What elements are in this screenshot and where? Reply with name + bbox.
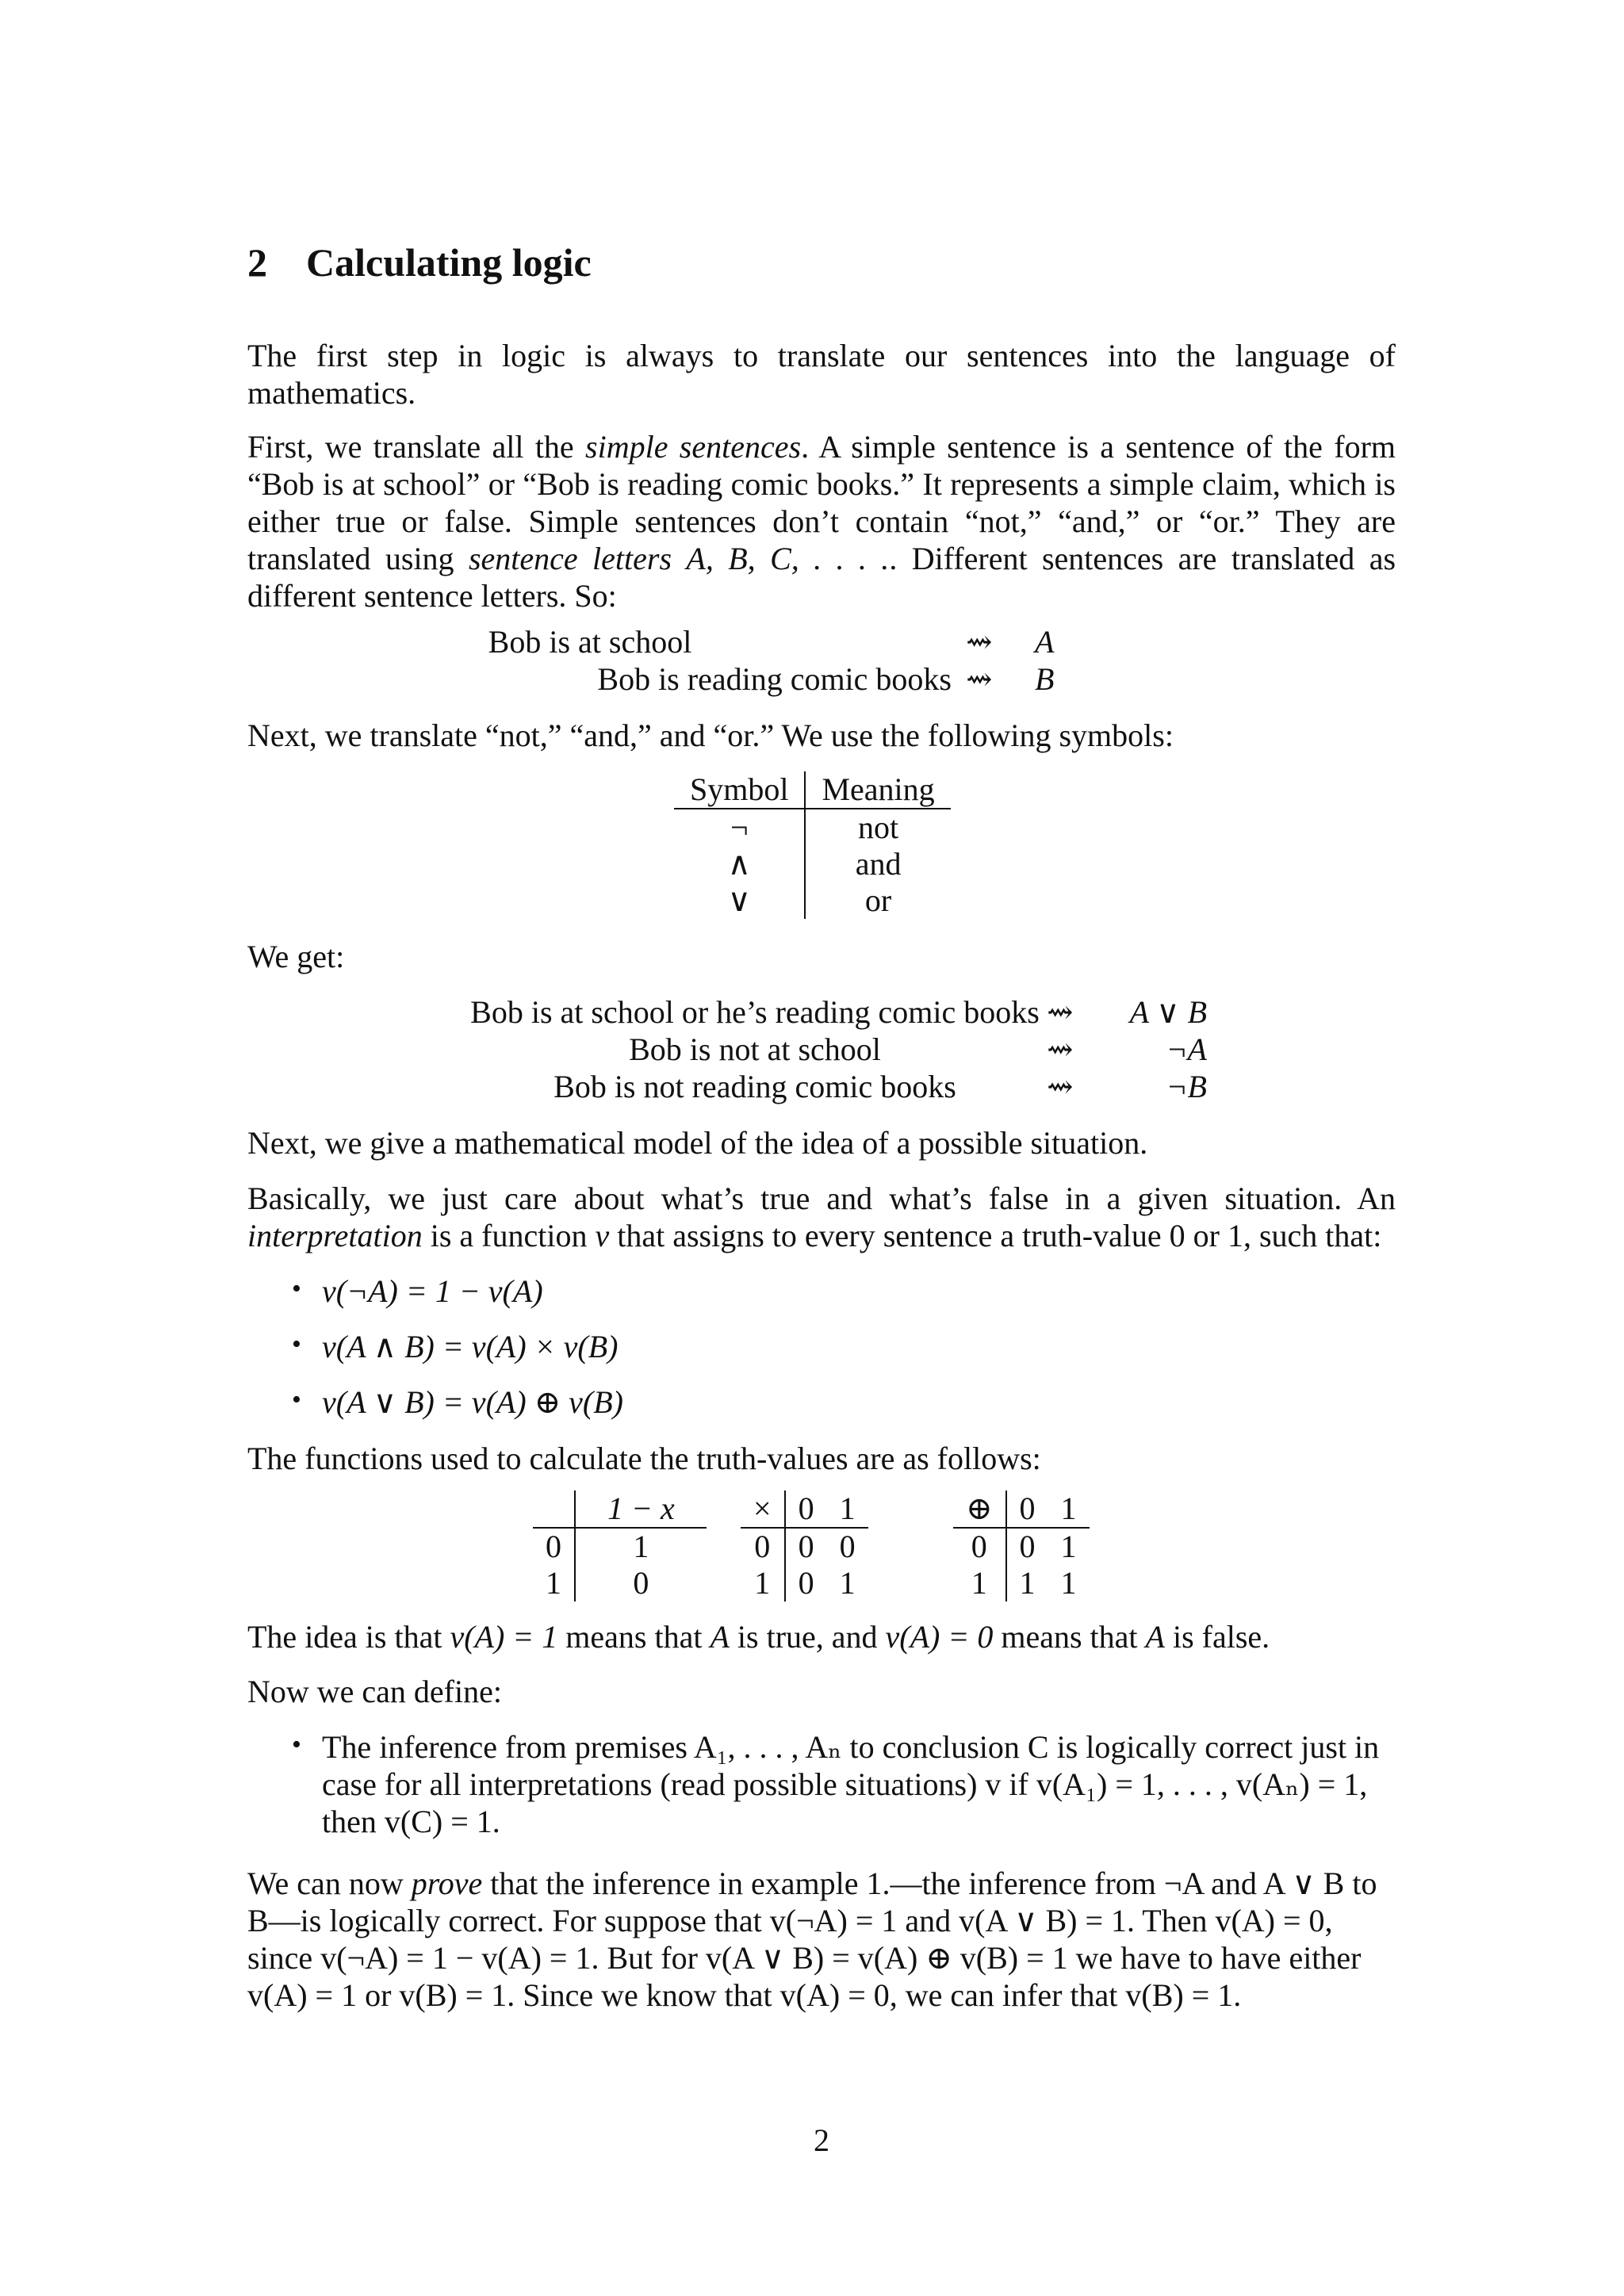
symbol-table-row [674, 809, 951, 846]
rules-list [247, 1272, 1396, 1439]
term-sentence-letters: sentence letters [468, 541, 672, 576]
text-run: means that [557, 1619, 710, 1655]
table-cell: 1 [839, 1565, 856, 1601]
table-row [953, 1565, 1090, 1601]
translation-sentence: Bob is reading comic books [597, 661, 952, 697]
table-cell: 0 [1019, 1529, 1036, 1564]
table-row [953, 1528, 1090, 1565]
term-interpretation: interpretation [247, 1218, 423, 1253]
proof-line: v(A) = 1 or v(B) = 1. Since we know that v(A) = 0, we can infer that v(B) = 1. [247, 1977, 1242, 2013]
header-cell: 0 [785, 1490, 827, 1528]
paragraph-functions: The functions used to calculate the truth-values are as follows: [247, 1441, 1041, 1476]
paragraph-idea [247, 1618, 1270, 1655]
table-header [953, 1490, 1090, 1528]
proof-line: B—is logically correct. For suppose that v(¬A) = 1 and v(A ∨ B) = 1. Then v(A) = 0, [247, 1903, 1333, 1938]
section-heading [247, 239, 592, 285]
bullet-icon: • [292, 1385, 301, 1414]
symbol-cell: ∧ [674, 846, 805, 882]
paragraph-interpretation [247, 1180, 1396, 1254]
translation-symbol: ¬B [1166, 1069, 1207, 1104]
paragraph-connectives: Next, we translate “not,” “and,” and “or.” We use the following symbols: [247, 718, 1174, 753]
rule-text: v(¬A) = 1 − v(A) [322, 1273, 543, 1309]
definition-line: The inference from premises A₁, . . . , Aₙ to conclusion C is logically correct just in [322, 1729, 1380, 1765]
proof-line [247, 1865, 1377, 1902]
symbol-table-row [674, 846, 951, 882]
leadsto-arrow: ⇝ [1047, 1069, 1074, 1104]
symbol-table-header [674, 771, 951, 809]
header-cell: 1 − x [575, 1490, 707, 1528]
corner-cell [533, 1490, 575, 1528]
table-cell: 0 [798, 1529, 814, 1564]
table-cell: 1 [633, 1529, 649, 1564]
section-title: Calculating logic [306, 240, 592, 285]
header-cell: 1 [827, 1490, 868, 1528]
paragraph-model: Next, we give a mathematical model of the idea of a possible situation. [247, 1125, 1148, 1161]
translation-row [247, 1031, 1396, 1068]
row-label: 0 [533, 1528, 575, 1565]
definition-line: then v(C) = 1. [322, 1804, 500, 1839]
rule-text: v(A ∨ B) = v(A) ⊕ v(B) [322, 1384, 623, 1420]
header-cell: 0 [1006, 1490, 1048, 1528]
symbol-table [674, 771, 951, 919]
translation-row [247, 623, 1396, 660]
meaning-cell: and [855, 846, 902, 882]
translation-symbol: A [1035, 624, 1055, 660]
translation-sentence: Bob is at school or he’s reading comic books [470, 994, 1040, 1030]
math-expression: v(A) = 1 [450, 1619, 558, 1655]
text-run: Basically, we just care about what’s true and what’s false in a given situation. An [247, 1181, 1396, 1216]
bullet-icon: • [292, 1330, 301, 1359]
operator-cell: ⊕ [953, 1490, 1006, 1528]
table-header [741, 1490, 868, 1528]
table-row [741, 1528, 868, 1565]
table-cell: 1 [1060, 1565, 1077, 1601]
list-item [247, 1272, 1396, 1328]
page-number: 2 [814, 2122, 829, 2158]
symbol-table-row [674, 882, 951, 919]
meaning-cell: or [864, 882, 892, 918]
translation-row [247, 993, 1396, 1031]
definition-line: case for all interpretations (read possible situations) v if v(A₁) = 1, . . . , v(Aₙ) = 1, [322, 1766, 1368, 1802]
math-expression: v(A) = 0 [885, 1619, 994, 1655]
translation-symbol: B [1035, 661, 1055, 697]
text-run: First, we translate all the [247, 429, 586, 465]
text-run: means that [993, 1619, 1146, 1655]
text-run: . Different sentences are translated as different sentence letters. So: [247, 541, 1396, 614]
row-label: 0 [953, 1528, 1006, 1565]
list-item [247, 1328, 1396, 1383]
math-v: v [595, 1218, 610, 1253]
leadsto-arrow: ⇝ [966, 624, 993, 660]
list-item [247, 1383, 1396, 1439]
math-letters: A, B, C, . . . . [686, 541, 890, 576]
row-label: 1 [533, 1565, 575, 1601]
bullet-icon: • [292, 1730, 301, 1759]
translation-sentence: Bob is not at school [629, 1031, 881, 1067]
text-run: . A simple sentence is a sentence of the form “Bob is at school” or “Bob is reading comic books.” It represents a simple claim, which is either true or false. Simple sentences don’t contain “not,” “and,” or “or.” They are translated using [247, 429, 1396, 576]
translation-row [247, 660, 1396, 698]
symbol-cell: ∨ [674, 882, 805, 919]
times-table [741, 1490, 868, 1601]
translation-block-2 [247, 993, 1396, 1105]
text-run: is a function [422, 1218, 596, 1253]
bullet-icon: • [292, 1274, 301, 1303]
translation-symbol: ¬A [1166, 1031, 1207, 1067]
paragraph-simple-sentences [247, 428, 1396, 614]
text-run: is true, and [729, 1619, 886, 1655]
paragraph-intro: The first step in logic is always to translate our sentences into the language of mathematics. [247, 338, 1396, 411]
text-run: We can now [247, 1866, 412, 1901]
table-cell: 0 [798, 1565, 814, 1601]
translation-sentence: Bob is not reading comic books [553, 1069, 956, 1104]
table-cell: 1 [1019, 1565, 1036, 1601]
row-label: 1 [741, 1565, 785, 1601]
text-run: is false. [1164, 1619, 1270, 1655]
operator-cell: × [741, 1490, 785, 1528]
translation-sentence: Bob is at school [488, 624, 692, 660]
table-cell: 1 [1060, 1529, 1077, 1564]
table-cell: 0 [633, 1565, 649, 1601]
paragraph-define: Now we can define: [247, 1674, 502, 1709]
row-label: 0 [741, 1528, 785, 1565]
table-row [533, 1565, 707, 1601]
math-expression: A [710, 1619, 730, 1655]
header-cell: 1 [1048, 1490, 1090, 1528]
term-prove: prove [411, 1866, 483, 1901]
header-meaning: Meaning [805, 771, 950, 809]
meaning-cell: not [858, 809, 899, 845]
translation-block-1 [247, 623, 1396, 698]
translation-row [247, 1068, 1396, 1105]
header-symbol: Symbol [674, 771, 805, 809]
section-number: 2 [247, 240, 267, 285]
table-row [533, 1528, 707, 1565]
leadsto-arrow: ⇝ [966, 661, 993, 697]
rule-text: v(A ∧ B) = v(A) × v(B) [322, 1329, 619, 1364]
proof-line: since v(¬A) = 1 − v(A) = 1. But for v(A ∨ B) = v(A) ⊕ v(B) = 1 we have to have either [247, 1940, 1362, 1976]
table-row [741, 1565, 868, 1601]
row-label: 1 [953, 1565, 1006, 1601]
text-run: The idea is that [247, 1619, 450, 1655]
math-expression: A [1145, 1619, 1165, 1655]
symbol-cell: ¬ [674, 809, 805, 846]
text-run: that the inference in example 1.—the inference from ¬A and A ∨ B to [482, 1866, 1377, 1901]
leadsto-arrow: ⇝ [1047, 994, 1074, 1030]
translation-symbol: A ∨ B [1129, 994, 1207, 1030]
text-run: that assigns to every sentence a truth-value 0 or 1, such that: [609, 1218, 1382, 1253]
leadsto-arrow: ⇝ [1047, 1031, 1074, 1067]
term-simple-sentences: simple sentences [585, 429, 802, 465]
oplus-table [953, 1490, 1090, 1601]
table-header [533, 1490, 707, 1528]
negation-table [533, 1490, 707, 1601]
we-get-label: We get: [247, 939, 345, 974]
table-cell: 0 [839, 1529, 856, 1564]
